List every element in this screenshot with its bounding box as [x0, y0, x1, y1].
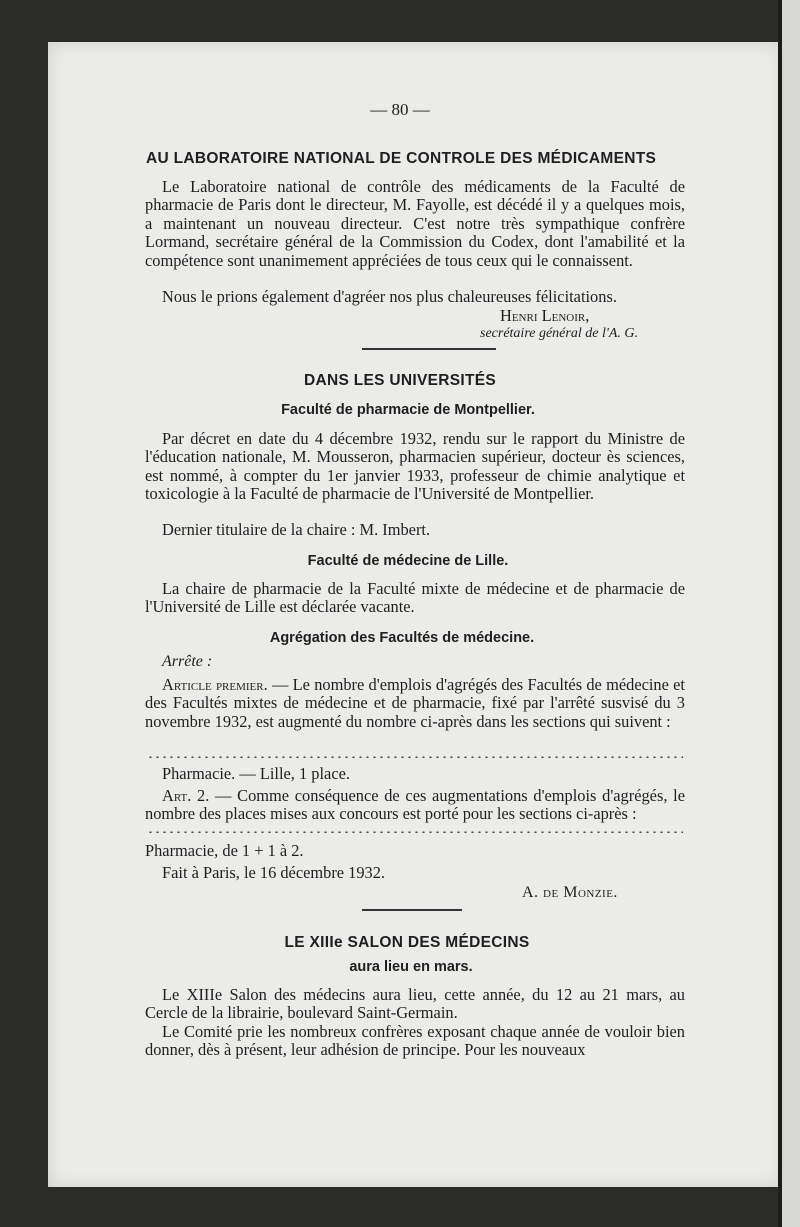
section-divider — [362, 909, 462, 911]
signature-title: secrétaire général de l'A. G. — [480, 326, 638, 341]
subtitle-montpellier: Faculté de pharmacie de Montpellier. — [281, 402, 535, 418]
paragraph-dernier-titulaire: Dernier titulaire de la chaire : M. Imbert. — [162, 520, 431, 539]
page-number: — 80 — — [370, 100, 430, 119]
article-2-pharmacie: Pharmacie, de 1 + 1 à 2. — [145, 841, 304, 860]
article-2-text: — Comme conséquence de ces augmentations d'emplois d'agrégés, le nombre des places mises aux concours est porté pour les sections ci-après : — [145, 786, 685, 824]
paragraph-comite: Le Comité prie les nombreux confrères exposant chaque année de vouloir bien donner, dès à présent, leur adhésion de principe. Pour les nouveaux — [145, 1022, 685, 1060]
section-title-universites: DANS LES UNIVERSITÉS — [303, 372, 497, 389]
article-premier-label: Article premier. — [162, 675, 268, 694]
signature-monzie: A. de Monzie. — [522, 884, 618, 901]
book-spine-edge — [782, 0, 800, 1227]
paragraph-salon: Le XIIIe Salon des médecins aura lieu, cette année, du 12 au 21 mars, au Cercle de la librairie, boulevard Saint-Germain. — [145, 985, 685, 1023]
article-premier-pharmacie: Pharmacie. — Lille, 1 place. — [162, 764, 350, 783]
article-premier-text: — Le nombre d'emplois d'agrégés des Facultés de médecine et des Facultés mixtes de médecine et de pharmacie, fixé par l'arrêté susvisé du 3 novembre 1932, est augmenté du nombre ci-après dans les sections qui suivent : — [145, 675, 685, 731]
paragraph-lille: La chaire de pharmacie de la Faculté mixte de médecine et de pharmacie de l'Université de Lille est déclarée vacante. — [145, 579, 685, 617]
paragraph-montpellier: Par décret en date du 4 décembre 1932, rendu sur le rapport du Ministre de l'éducation nationale, M. Mousseron, pharmacien supérieur, docteur ès sciences, est nommé, à compter du 1er janvier 1933, professeur de chimie analytique et toxicologie à la Faculté de pharmacie de l'Université de Montpellier. — [145, 429, 685, 504]
dotted-line — [147, 756, 683, 758]
paragraph-article-2 — [145, 787, 685, 824]
subtitle-lille: Faculté de médecine de Lille. — [307, 553, 509, 569]
dotted-line — [147, 831, 683, 833]
section-title-laboratoire: AU LABORATOIRE NATIONAL DE CONTROLE DES MÉDICAMENTS — [146, 150, 657, 167]
section-divider — [362, 348, 496, 350]
subtitle-agregation: Agrégation des Facultés de médecine. — [269, 630, 535, 646]
paragraph-felicitations: Nous le prions également d'agréer nos plus chaleureuses félicitations. — [162, 287, 617, 306]
subtitle-salon: aura lieu en mars. — [349, 959, 473, 975]
paragraph-article-premier — [145, 676, 685, 731]
signature-name: Henri Lenoir, — [500, 306, 590, 325]
article-2-label: Art. 2. — [162, 786, 210, 805]
fait-a-paris: Fait à Paris, le 16 décembre 1932. — [162, 863, 386, 882]
section-title-salon: LE XIIIe SALON DES MÉDECINS — [284, 934, 530, 951]
paragraph-laboratoire: Le Laboratoire national de contrôle des médicaments de la Faculté de pharmacie de Paris dont le directeur, M. Fayolle, est décédé il y a quelques mois, a maintenant un nouveau directeur. C'est notre très sympathique confrère Lormand, secrétaire général de la Commission du Codex, dont l'amabilité et la compétence sont unanimement appréciées de tous ceux qui le connaissent. — [145, 177, 685, 270]
arrete-label: Arrête : — [162, 653, 213, 670]
